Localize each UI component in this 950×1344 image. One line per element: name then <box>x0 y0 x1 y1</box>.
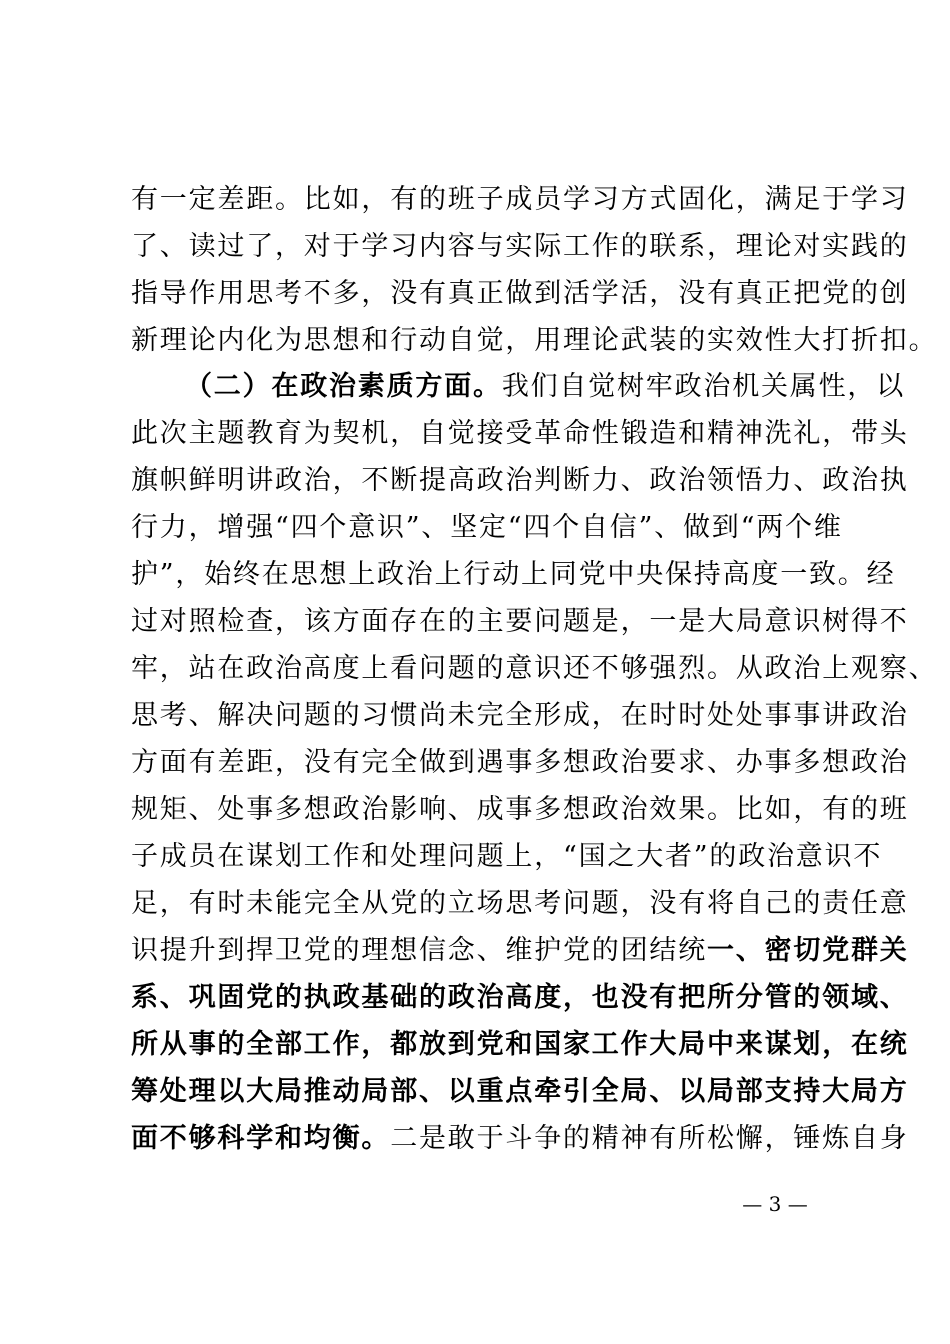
body-line-2: 了、读过了，对于学习内容与实际工作的联系，理论对实践的 <box>131 231 909 262</box>
body-line-14: 规矩、处事多想政治影响、成事多想政治效果。比如，有的班 <box>131 794 909 825</box>
body-line-21-text: 二是敢于斗争的精神有所松懈，锤炼自身 <box>390 1123 909 1154</box>
body-line-17-bold: 一、密切党群关 <box>707 935 909 966</box>
body-line-1: 有一定差距。比如，有的班子成员学习方式固化，满足于学习 <box>131 184 909 215</box>
section-heading: （二）在政治素质方面。 <box>185 371 502 402</box>
body-line-7: 旗帜鲜明讲政治，不断提高政治判断力、政治领悟力、政治执 <box>131 465 909 496</box>
body-line-11: 牢，站在政治高度上看问题的意识还不够强烈。从政治上观察、 <box>131 653 938 684</box>
body-line-19: 所从事的全部工作，都放到党和国家工作大局中来谋划，在统 <box>131 1029 909 1060</box>
body-line-12: 思考、解决问题的习惯尚未完全形成，在时时处处事事讲政治 <box>131 700 909 731</box>
body-line-4: 新理论内化为思想和行动自觉，用理论武装的实效性大打折扣。 <box>131 325 938 356</box>
page-number: — 3 — <box>742 1192 808 1216</box>
body-line-10: 过对照检查，该方面存在的主要问题是，一是大局意识树得不 <box>131 606 909 637</box>
body-line-6: 此次主题教育为契机，自觉接受革命性锻造和精神洗礼，带头 <box>131 418 909 449</box>
body-line-13: 方面有差距，没有完全做到遇事多想政治要求、办事多想政治 <box>131 747 909 778</box>
body-line-21 <box>131 1111 909 1167</box>
section-heading-continuation: 我们自觉树牢政治机关属性，以 <box>501 371 906 402</box>
body-line-9: 护”，始终在思想上政治上行动上同党中央保持高度一致。经 <box>131 559 896 590</box>
body-line-3: 指导作用思考不多，没有真正做到活学活，没有真正把党的创 <box>131 278 909 309</box>
body-line-18: 系、巩固党的执政基础的政治高度，也没有把所分管的领域、 <box>131 982 909 1013</box>
body-line-15: 子成员在谋划工作和处理问题上，“国之大者”的政治意识不 <box>131 841 883 872</box>
body-line-21-bold: 面不够科学和均衡。 <box>131 1123 391 1154</box>
body-line-17-text: 识提升到捍卫党的理想信念、维护党的团结统 <box>131 935 707 966</box>
body-line-16: 足，有时未能完全从党的立场思考问题，没有将自己的责任意 <box>131 888 909 919</box>
body-line-8: 行力，增强“四个意识”、坚定“四个自信”、做到“两个维 <box>131 512 843 543</box>
body-line-20: 筹处理以大局推动局部、以重点牵引全局、以局部支持大局方 <box>131 1076 909 1107</box>
